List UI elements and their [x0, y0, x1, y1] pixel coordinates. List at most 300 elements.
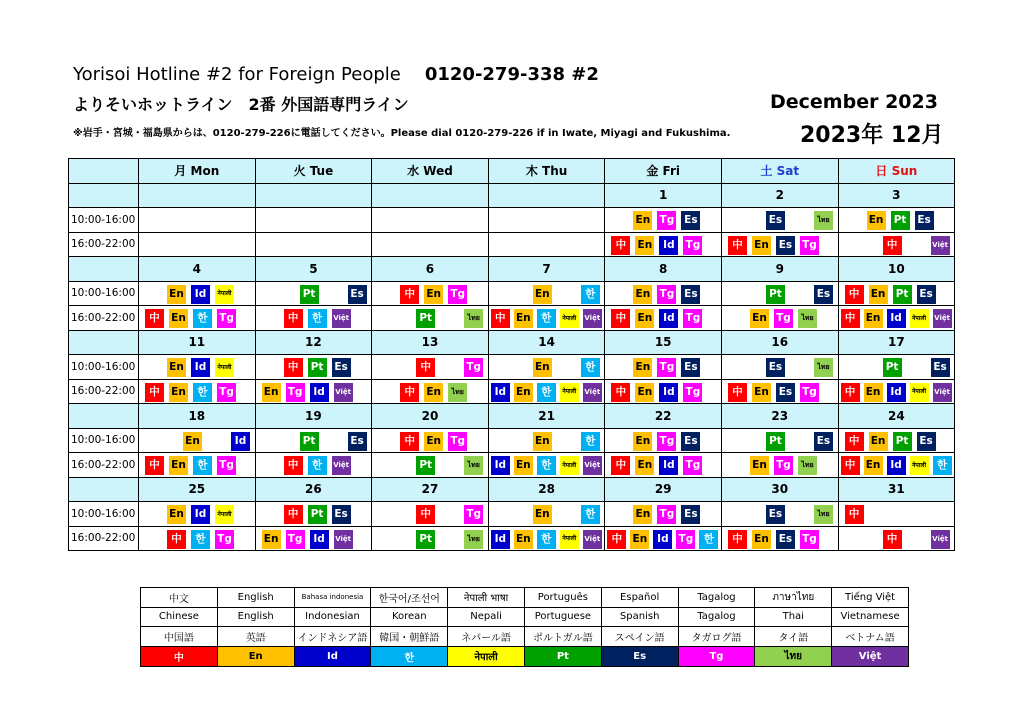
legend-english-cell: Indonesian [294, 607, 371, 627]
legend-english-cell: Portuguese [524, 607, 601, 627]
language-chip-ne: नेपाली [910, 383, 929, 402]
hotline-title-line [73, 64, 599, 85]
language-chip-id: Id [491, 383, 510, 402]
language-chip-tg: Tg [683, 309, 702, 328]
slot-cell [721, 355, 838, 380]
language-chip-ko: 한 [581, 432, 600, 451]
language-chip-zh: 中 [611, 236, 630, 255]
language-chip-zh: 中 [400, 432, 419, 451]
language-chip-en: En [424, 432, 443, 451]
slot-time-label: 16:00-22:00 [69, 453, 139, 478]
language-chip-tg: Tg [774, 456, 793, 475]
date-row [69, 404, 955, 429]
language-chip-tg: Tg [448, 285, 467, 304]
legend-native-cell: Tagalog [678, 588, 755, 608]
slot-time-label: 16:00-22:00 [69, 526, 139, 551]
date-row-blank [69, 183, 139, 208]
slot-cell [605, 453, 722, 478]
language-chip-pt: Pt [766, 432, 785, 451]
language-chip-pt: Pt [416, 309, 435, 328]
slot-row [69, 526, 955, 551]
language-chip-id: Id [887, 309, 906, 328]
slot-cell [255, 502, 372, 527]
slot-cell [605, 232, 722, 257]
language-chip-tg: Tg [683, 456, 702, 475]
language-chip-zh: 中 [416, 505, 435, 524]
language-chip-pt: Pt [300, 285, 319, 304]
legend-native-cell: Português [524, 588, 601, 608]
slot-cell [721, 281, 838, 306]
slot-cell [605, 281, 722, 306]
date-number: 3 [838, 183, 955, 208]
date-row [69, 330, 955, 355]
language-chip-zh: 中 [284, 309, 303, 328]
language-chip-es: Es [915, 211, 934, 230]
language-chip-zh: 中 [284, 358, 303, 377]
language-chip-pt: Pt [416, 530, 435, 549]
language-chip-en: En [514, 530, 533, 549]
language-chip-en: En [869, 432, 888, 451]
date-number: 8 [605, 257, 722, 282]
language-chip-ko: 한 [191, 530, 210, 549]
language-chip-pt: Pt [416, 456, 435, 475]
language-chip-id: Id [491, 530, 510, 549]
date-number [488, 183, 605, 208]
date-number: 21 [488, 404, 605, 429]
date-number: 15 [605, 330, 722, 355]
language-chip-en: En [533, 432, 552, 451]
hotline-title: Yorisoi Hotline #2 for Foreign People [73, 64, 401, 85]
slot-cell [139, 208, 256, 233]
language-chip-zh: 中 [883, 530, 902, 549]
slot-cell [139, 379, 256, 404]
language-chip-es: Es [776, 530, 795, 549]
language-chip-es: Es [766, 211, 785, 230]
weekday-sun: 日 Sun [838, 159, 955, 184]
slot-cell [605, 355, 722, 380]
slot-cell [372, 232, 489, 257]
language-chip-tg: Tg [676, 530, 695, 549]
language-chip-vi: Việt [931, 530, 950, 549]
date-number [255, 183, 372, 208]
slot-cell [838, 306, 955, 331]
date-number: 24 [838, 404, 955, 429]
slot-cell [605, 379, 722, 404]
legend-native-cell: Español [601, 588, 678, 608]
slot-time-label: 10:00-16:00 [69, 355, 139, 380]
language-chip-en: En [424, 383, 443, 402]
legend-native-row [141, 588, 909, 608]
legend-japanese-cell: ポルトガル語 [524, 627, 601, 647]
legend-code-tg: Tg [678, 646, 755, 666]
language-chip-thai: ไทย [464, 456, 483, 475]
language-chip-id: Id [659, 309, 678, 328]
date-number: 31 [838, 477, 955, 502]
slot-cell [721, 502, 838, 527]
weekday-fri: 金 Fri [605, 159, 722, 184]
language-chip-tg: Tg [800, 236, 819, 255]
language-chip-en: En [633, 285, 652, 304]
date-number: 18 [139, 404, 256, 429]
date-number: 7 [488, 257, 605, 282]
slot-row [69, 232, 955, 257]
slot-time-label: 10:00-16:00 [69, 502, 139, 527]
legend-japanese-cell: タイ語 [755, 627, 832, 647]
language-chip-tg: Tg [657, 505, 676, 524]
language-chip-es: Es [348, 285, 367, 304]
language-chip-id: Id [191, 358, 210, 377]
dial-notice: ※岩手・宮城・福島県からは、0120-279-226に電話してください。Please dial 0120-279-226 if in Iwate, Miyagi and Fukushima. [73, 128, 731, 139]
date-number: 13 [372, 330, 489, 355]
language-chip-zh: 中 [845, 285, 864, 304]
language-chip-thai: ไทย [814, 505, 833, 524]
date-number: 14 [488, 330, 605, 355]
language-chip-tg: Tg [464, 505, 483, 524]
language-chip-tg: Tg [657, 285, 676, 304]
date-number: 1 [605, 183, 722, 208]
language-chip-tg: Tg [774, 309, 793, 328]
language-chip-en: En [869, 285, 888, 304]
legend-english-cell: Nepali [448, 607, 525, 627]
language-chip-tg: Tg [683, 383, 702, 402]
language-chip-zh: 中 [841, 456, 860, 475]
language-chip-en: En [167, 358, 186, 377]
slot-cell [139, 502, 256, 527]
language-chip-zh: 中 [728, 236, 747, 255]
slot-row [69, 281, 955, 306]
date-number: 29 [605, 477, 722, 502]
language-chip-ne: नेपाली [560, 309, 579, 328]
language-chip-zh: 中 [400, 285, 419, 304]
legend-japanese-cell: 韓国・朝鮮語 [371, 627, 448, 647]
legend-native-cell: English [217, 588, 294, 608]
legend-japanese-cell: スペイン語 [601, 627, 678, 647]
legend-japanese-cell: 英語 [217, 627, 294, 647]
slot-row [69, 428, 955, 453]
date-row [69, 257, 955, 282]
language-chip-zh: 中 [728, 383, 747, 402]
language-chip-en: En [635, 309, 654, 328]
language-chip-zh: 中 [611, 309, 630, 328]
language-chip-en: En [633, 432, 652, 451]
language-chip-tg: Tg [217, 309, 236, 328]
language-chip-id: Id [191, 505, 210, 524]
date-number: 25 [139, 477, 256, 502]
language-chip-zh: 中 [145, 383, 164, 402]
language-chip-es: Es [681, 358, 700, 377]
language-chip-es: Es [681, 432, 700, 451]
language-chip-es: Es [332, 358, 351, 377]
language-chip-zh: 中 [728, 530, 747, 549]
slot-cell [488, 428, 605, 453]
month-ja: 2023年 12月 [800, 123, 944, 148]
slot-cell [488, 526, 605, 551]
language-chip-es: Es [917, 285, 936, 304]
slot-cell [139, 232, 256, 257]
language-chip-pt: Pt [893, 285, 912, 304]
language-chip-vi: Việt [583, 383, 602, 402]
slot-cell [838, 379, 955, 404]
language-chip-en: En [750, 309, 769, 328]
language-chip-ne: नेपाली [560, 530, 579, 549]
slot-cell [255, 428, 372, 453]
language-chip-en: En [169, 456, 188, 475]
slot-cell [838, 453, 955, 478]
legend-code-thai: ไทย [755, 646, 832, 666]
legend-native-cell: 中文 [141, 588, 218, 608]
language-chip-ko: 한 [193, 309, 212, 328]
slot-cell [838, 355, 955, 380]
date-number: 4 [139, 257, 256, 282]
language-chip-es: Es [814, 432, 833, 451]
legend-code-row [141, 646, 909, 666]
slot-time-label: 10:00-16:00 [69, 428, 139, 453]
language-chip-en: En [183, 432, 202, 451]
slot-cell [721, 453, 838, 478]
language-chip-id: Id [659, 456, 678, 475]
language-chip-tg: Tg [217, 383, 236, 402]
language-chip-en: En [262, 383, 281, 402]
legend-code-en: En [217, 646, 294, 666]
slot-cell [255, 453, 372, 478]
date-row-blank [69, 404, 139, 429]
legend-native-cell: नेपाली भाषा [448, 588, 525, 608]
language-chip-en: En [633, 358, 652, 377]
date-row-blank [69, 257, 139, 282]
language-chip-en: En [514, 456, 533, 475]
slot-cell [605, 428, 722, 453]
legend-native-cell: 한국어/조선어 [371, 588, 448, 608]
slot-cell [372, 208, 489, 233]
slot-cell [139, 306, 256, 331]
date-number: 19 [255, 404, 372, 429]
slot-cell [255, 379, 372, 404]
language-chip-zh: 中 [883, 236, 902, 255]
language-chip-ne: नेपाली [560, 456, 579, 475]
date-number: 27 [372, 477, 489, 502]
date-number [372, 183, 489, 208]
hotline-title-ja: よりそいホットライン 2番 外国語専門ライン [73, 95, 409, 114]
date-row-blank [69, 330, 139, 355]
slot-cell [488, 232, 605, 257]
slot-cell [838, 502, 955, 527]
language-chip-en: En [864, 383, 883, 402]
slot-cell [721, 379, 838, 404]
language-chip-id: Id [659, 383, 678, 402]
language-chip-en: En [630, 530, 649, 549]
slot-cell [488, 281, 605, 306]
weekday-sat: 土 Sat [721, 159, 838, 184]
language-chip-tg: Tg [683, 236, 702, 255]
hotline-phone: 0120-279-338 #2 [424, 64, 599, 85]
language-chip-ko: 한 [581, 285, 600, 304]
language-chip-pt: Pt [308, 358, 327, 377]
date-number: 9 [721, 257, 838, 282]
slot-cell [139, 453, 256, 478]
language-chip-ko: 한 [933, 456, 952, 475]
date-number: 2 [721, 183, 838, 208]
date-number: 17 [838, 330, 955, 355]
legend-japanese-cell: インドネシア語 [294, 627, 371, 647]
language-chip-es: Es [681, 211, 700, 230]
date-number: 6 [372, 257, 489, 282]
schedule-calendar [68, 158, 955, 551]
language-chip-pt: Pt [883, 358, 902, 377]
slot-cell [838, 208, 955, 233]
language-chip-pt: Pt [300, 432, 319, 451]
language-chip-es: Es [332, 505, 351, 524]
language-chip-thai: ไทย [814, 358, 833, 377]
language-chip-vi: Việt [583, 456, 602, 475]
date-number: 28 [488, 477, 605, 502]
legend-japanese-row [141, 627, 909, 647]
slot-cell [372, 526, 489, 551]
slot-cell [488, 502, 605, 527]
language-chip-ne: नेपाली [560, 383, 579, 402]
language-legend [140, 587, 909, 667]
language-chip-vi: Việt [332, 456, 351, 475]
language-chip-ko: 한 [699, 530, 718, 549]
language-chip-zh: 中 [284, 505, 303, 524]
slot-cell [721, 208, 838, 233]
date-number: 11 [139, 330, 256, 355]
language-chip-ko: 한 [581, 505, 600, 524]
legend-code-vi: Việt [832, 646, 909, 666]
language-chip-thai: ไทย [464, 309, 483, 328]
slot-cell [721, 526, 838, 551]
legend-code-ko: 한 [371, 646, 448, 666]
slot-cell [139, 526, 256, 551]
language-chip-tg: Tg [286, 383, 305, 402]
language-chip-ko: 한 [193, 383, 212, 402]
weekday-header-row [69, 159, 955, 184]
language-chip-en: En [864, 456, 883, 475]
slot-cell [605, 208, 722, 233]
language-chip-en: En [752, 530, 771, 549]
slot-cell [721, 428, 838, 453]
legend-english-cell: Chinese [141, 607, 218, 627]
language-chip-zh: 中 [400, 383, 419, 402]
language-chip-en: En [635, 456, 654, 475]
legend-code-id: Id [294, 646, 371, 666]
slot-time-label: 10:00-16:00 [69, 281, 139, 306]
language-chip-pt: Pt [308, 505, 327, 524]
language-chip-zh: 中 [145, 309, 164, 328]
language-chip-ne: नेपाली [215, 285, 234, 304]
language-chip-id: Id [491, 456, 510, 475]
language-chip-ne: नेपाली [215, 358, 234, 377]
slot-cell [372, 306, 489, 331]
language-chip-en: En [633, 211, 652, 230]
slot-cell [605, 526, 722, 551]
slot-cell [255, 281, 372, 306]
language-chip-es: Es [766, 505, 785, 524]
legend-native-cell: Tiếng Việt [832, 588, 909, 608]
language-chip-id: Id [231, 432, 250, 451]
language-chip-tg: Tg [657, 211, 676, 230]
language-chip-zh: 中 [611, 383, 630, 402]
date-row-blank [69, 477, 139, 502]
language-chip-ne: नेपाली [910, 456, 929, 475]
language-chip-vi: Việt [933, 383, 952, 402]
language-chip-en: En [533, 358, 552, 377]
date-number: 5 [255, 257, 372, 282]
language-chip-en: En [424, 285, 443, 304]
language-chip-id: Id [887, 456, 906, 475]
legend-english-cell: Spanish [601, 607, 678, 627]
language-chip-vi: Việt [332, 309, 351, 328]
legend-english-row [141, 607, 909, 627]
date-number [139, 183, 256, 208]
date-number: 22 [605, 404, 722, 429]
slot-cell [488, 208, 605, 233]
language-chip-thai: ไทย [798, 456, 817, 475]
language-chip-en: En [533, 505, 552, 524]
slot-row [69, 306, 955, 331]
language-chip-en: En [752, 236, 771, 255]
date-number: 10 [838, 257, 955, 282]
language-chip-en: En [169, 309, 188, 328]
language-chip-es: Es [348, 432, 367, 451]
language-chip-en: En [635, 236, 654, 255]
language-chip-en: En [635, 383, 654, 402]
language-chip-tg: Tg [286, 530, 305, 549]
language-chip-tg: Tg [657, 432, 676, 451]
language-chip-thai: ไทย [814, 211, 833, 230]
slot-cell [372, 379, 489, 404]
language-chip-ko: 한 [581, 358, 600, 377]
legend-japanese-cell: タガログ語 [678, 627, 755, 647]
date-number: 16 [721, 330, 838, 355]
language-chip-ne: नेपाली [910, 309, 929, 328]
language-chip-id: Id [887, 383, 906, 402]
date-number: 23 [721, 404, 838, 429]
language-chip-vi: Việt [583, 530, 602, 549]
language-chip-tg: Tg [217, 456, 236, 475]
language-chip-en: En [514, 383, 533, 402]
slot-cell [372, 281, 489, 306]
weekday-thu: 木 Thu [488, 159, 605, 184]
language-chip-ko: 한 [308, 456, 327, 475]
slot-cell [372, 355, 489, 380]
language-chip-ko: 한 [537, 309, 556, 328]
language-chip-es: Es [766, 358, 785, 377]
language-chip-thai: ไทย [464, 530, 483, 549]
language-chip-id: Id [653, 530, 672, 549]
slot-cell [488, 355, 605, 380]
slot-cell [488, 453, 605, 478]
slot-row [69, 379, 955, 404]
language-chip-zh: 中 [845, 432, 864, 451]
legend-english-cell: Tagalog [678, 607, 755, 627]
date-number: 20 [372, 404, 489, 429]
legend-japanese-cell: ベトナム語 [832, 627, 909, 647]
language-chip-thai: ไทย [798, 309, 817, 328]
date-row [69, 183, 955, 208]
slot-cell [255, 208, 372, 233]
language-chip-ne: नेपाली [215, 505, 234, 524]
slot-row [69, 502, 955, 527]
language-chip-zh: 中 [607, 530, 626, 549]
slot-time-label: 16:00-22:00 [69, 232, 139, 257]
date-number: 26 [255, 477, 372, 502]
legend-english-cell: English [217, 607, 294, 627]
language-chip-en: En [514, 309, 533, 328]
language-chip-es: Es [681, 505, 700, 524]
slot-cell [372, 453, 489, 478]
language-chip-ko: 한 [193, 456, 212, 475]
legend-native-cell: Bahasa indonesia [294, 588, 371, 608]
